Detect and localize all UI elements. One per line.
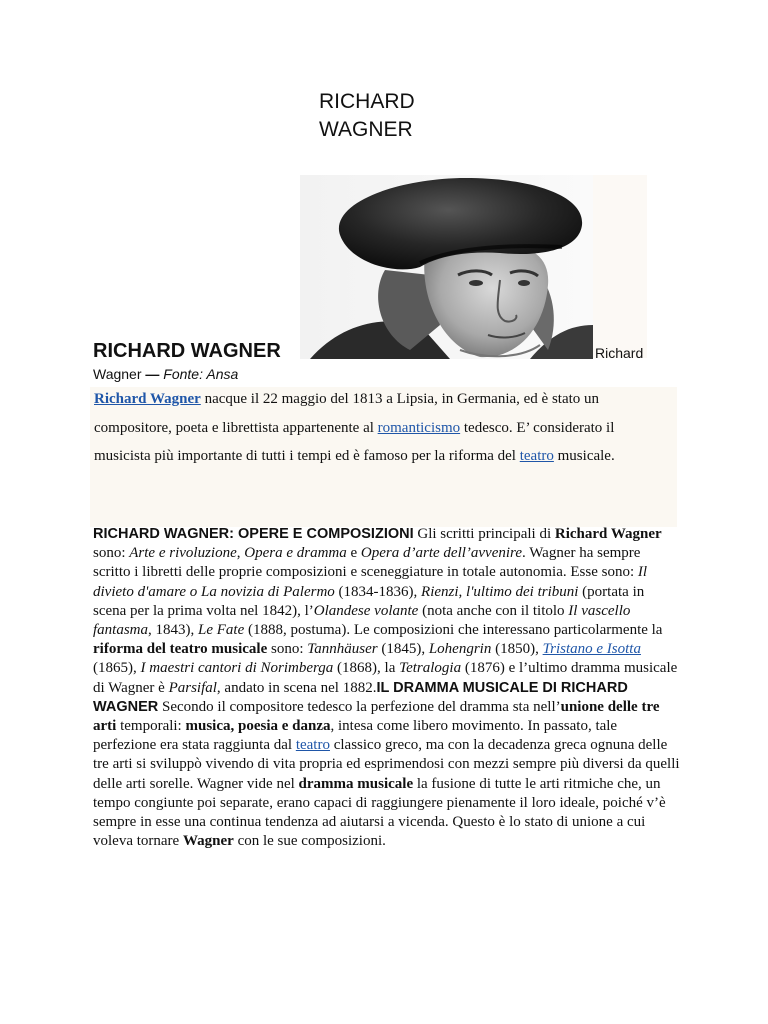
- work-title: I maestri cantori di Norimberga: [140, 660, 334, 677]
- drama-bold: dramma musicale: [298, 775, 414, 792]
- wagner-portrait-image: [300, 175, 593, 359]
- drama-text: la fusione di tutte le arti ritmiche che, un tempo congiunte poi separate, erano capaci di raggiungere pienamente il loro ideale, poiché v’è sempre in esse una continua tendenza ad aiutarsi a vicenda. Questo è lo stato di unione a cui voleva tornare: [93, 775, 666, 850]
- richard-wagner-link[interactable]: Richard Wagner: [94, 391, 201, 407]
- work-title: Opera e dramma: [244, 545, 347, 562]
- works-text: (nota anche con il titolo: [418, 602, 569, 619]
- works-text: (1834-1836),: [334, 583, 422, 600]
- drama-bold: musica, poesia e danza: [185, 718, 331, 735]
- body-text: [93, 525, 681, 851]
- drama-text: temporali:: [116, 718, 186, 735]
- caption-source: Fonte: Ansa: [163, 366, 239, 382]
- intro-text-2: tedesco. E’ considerato il musicista più importante di tutti i tempi ed è famoso per la riforma del: [94, 419, 615, 464]
- works-text: (1850),: [491, 641, 543, 658]
- works-text: . Wagner ha sempre scritto i libretti delle proprie composizioni e sceneggiature in totale autonomia. Esse sono:: [93, 545, 641, 581]
- image-caption-name-end: Wagner: [93, 366, 142, 382]
- drama-heading: IL DRAMMA MUSICALE DI RICHARD WAGNER: [93, 679, 628, 715]
- work-title: Arte e rivoluzione: [129, 545, 237, 562]
- works-heading: RICHARD WAGNER: OPERE E COMPOSIZIONI: [93, 526, 414, 542]
- works-text: (1876) e l’ultimo dramma musicale di Wagner è: [93, 660, 678, 696]
- work-title: Lohengrin: [428, 641, 492, 658]
- works-text: Gli scritti principali di: [413, 526, 555, 542]
- works-text: (portata in scena per la prima volta nel 1842), l’: [93, 583, 645, 619]
- works-bold: riforma del teatro musicale: [93, 641, 268, 658]
- teatro-link[interactable]: teatro: [519, 448, 554, 464]
- work-title: Opera d’arte dell’avvenire: [360, 545, 522, 562]
- works-text: , andato in scena nel 1882.: [216, 679, 377, 696]
- drama-text: Secondo il compositore tedesco la perfezione del dramma sta nell’: [158, 698, 561, 715]
- work-title: Tetralogia: [399, 660, 462, 677]
- works-text: sono:: [93, 545, 130, 562]
- works-bold: Richard Wagner: [554, 526, 662, 542]
- intro-text-3: musicale.: [553, 448, 615, 464]
- drama-text: , intesa come libero movimento. In passato, tale perfezione era stata raggiunta dal: [93, 718, 618, 754]
- drama-text: con le sue composizioni.: [233, 833, 386, 850]
- drama-bold: Wagner: [182, 833, 234, 850]
- works-text: (1868), la: [333, 660, 400, 677]
- intro-text-1: nacque il 22 maggio del 1813 a Lipsia, in Germania, ed è stato un compositore, poeta e librettista appartenente al: [94, 391, 600, 436]
- works-text: (1888, postuma). Le composizioni che interessano particolarmente la: [244, 622, 663, 639]
- works-text: , 1843),: [148, 622, 199, 639]
- work-title: Rienzi, l'ultimo dei tribuni: [421, 583, 579, 600]
- page-title-line-1: RICHARD: [319, 90, 415, 113]
- works-text: ,: [236, 545, 245, 562]
- drama-text: classico greco, ma con la decadenza greca ognuna delle tre arti si sviluppò vivendo di vita propria ed esprimendosi con mezzi sempre più diversi da quelli delle arti sorelle. Wagner vide nel: [93, 737, 680, 792]
- drama-bold: unione delle tre arti: [93, 698, 660, 735]
- page-title-line-2: WAGNER: [319, 118, 413, 141]
- works-text: sono:: [267, 641, 308, 658]
- romanticismo-link[interactable]: romanticismo: [377, 419, 461, 436]
- works-text: (1845),: [377, 641, 429, 658]
- work-title: Il divieto d'amare o La novizia di Palermo: [93, 564, 648, 600]
- section-heading: RICHARD WAGNER: [93, 340, 281, 362]
- works-text: (1865),: [93, 660, 141, 677]
- work-title: Le Fate: [198, 622, 245, 639]
- image-caption: [93, 366, 238, 382]
- intro-paragraph: [94, 385, 674, 471]
- image-caption-name-start: Richard: [595, 345, 644, 361]
- work-title: Olandese volante: [313, 602, 419, 619]
- work-title: Tannhäuser: [307, 641, 378, 658]
- caption-dash: —: [141, 366, 164, 382]
- works-text: e: [346, 545, 361, 562]
- work-title: Il vascello fantasma: [93, 602, 631, 639]
- work-title: Parsifal: [168, 679, 217, 696]
- tristano-e-isotta-link[interactable]: Tristano e Isotta: [542, 641, 641, 658]
- page-title: [319, 88, 519, 144]
- teatro-classico-link[interactable]: teatro: [295, 737, 330, 754]
